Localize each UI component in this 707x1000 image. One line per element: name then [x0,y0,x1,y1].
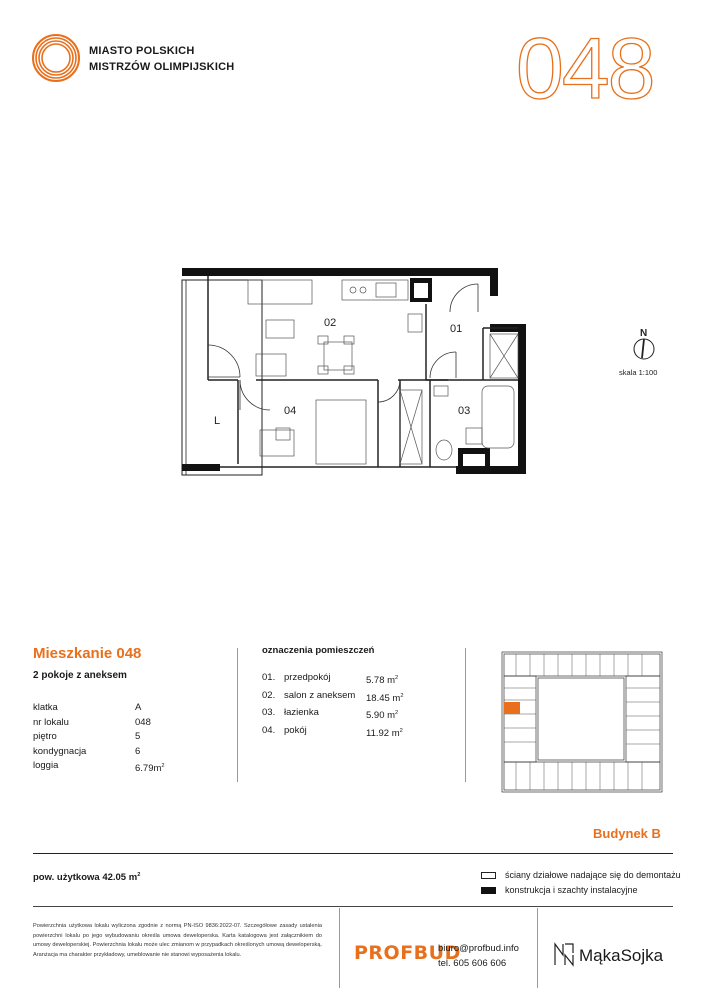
building-key-plan [494,648,670,798]
detail-label: nr lokalu [33,716,69,728]
room-row: 03. łazienka 5.90 $m^2$ [262,707,399,722]
detail-row [33,745,165,760]
detail-value: 5 [135,731,141,742]
developer-name: MąkaSojka [579,946,664,965]
room-label-04: 04 [284,405,297,417]
detail-label: piętro [33,731,57,742]
rooms-legend [262,671,404,742]
detail-value: 6 [135,745,141,757]
unit-highlight [504,702,520,714]
demountable-wall-icon [481,872,496,879]
brand-line-2: MISTRZÓW OLIMPIJSKICH [89,61,235,73]
detail-value: A [135,702,142,713]
detail-row [33,701,165,716]
wall-legend-demountable: ściany działowe nadające się do demontażu [481,870,681,880]
disclaimer-footnote: Powierzchnia użytkowa lokalu wyliczona zgodnie z normą PN-ISO 9836:2022-07. Szczegółowe zasady ustalenia powierzchni lokalu po jego wybudowaniu określa umowa deweloperska. Karta katalogowa jest załącznikiem do umowy deweloperskiej. Powierzchnia lokalu może ulec zmianom w przypadkach określonych umową deweloperską. Aranżacja ma charakter przykładowy, umeblowanie nie stanowi wyposażenia lokalu. [33,923,322,958]
scale-label: skala 1:100 [619,368,658,377]
usable-area: pow. użytkowa 42.05 $m^2$ [33,872,141,884]
unit-subtitle: 2 pokoje z aneksem [33,670,127,681]
floor-plan [178,268,528,480]
wall-legend-structural: konstrukcja i szachty instalacyjne [481,885,638,895]
compass-label: N [640,328,648,339]
detail-row [33,759,165,777]
divider [237,648,238,782]
detail-row [33,730,165,745]
structural-wall-icon [481,887,496,894]
room-label-loggia: L [214,415,221,427]
detail-label: klatka [33,702,58,713]
room-row: 01. przedpokój 5.78 $m^2$ [262,672,399,687]
developer-logo-icon [553,941,575,967]
divider [465,648,466,782]
unit-number-display [516,30,676,102]
room-label-03: 03 [458,405,471,417]
room-label-02: 02 [324,317,337,329]
company-logo: PROFBUD [354,942,461,964]
brand-name [89,43,234,75]
room-row: 02. salon z aneksem 18.45 $m^2$ [262,689,404,704]
building-label: Budynek B [593,826,661,841]
room-row: 04. pokój 11.92 $m^2$ [262,724,403,740]
divider [339,908,340,988]
brand-line-1: MIASTO POLSKICH [89,45,195,57]
divider [33,906,673,907]
room-label-01: 01 [450,323,463,335]
detail-row [33,716,165,731]
compass-icon [630,326,658,362]
detail-label: kondygnacja [33,745,87,757]
contact-info [438,941,519,971]
contact-phone[interactable]: tel. 605 606 606 [438,958,507,969]
unit-details [33,701,165,777]
divider [33,853,673,854]
divider [537,908,538,988]
detail-label: loggia [33,760,59,771]
contact-email[interactable]: biuro@profbud.info [438,943,519,954]
brand-logo-icon [31,33,81,83]
unit-number-text: 048 [516,30,654,102]
rooms-legend-title: oznaczenia pomieszczeń [262,645,375,656]
detail-value: $6.79m^2$ [135,763,165,775]
unit-title: Mieszkanie 048 [33,645,142,662]
detail-value: 048 [135,716,151,728]
